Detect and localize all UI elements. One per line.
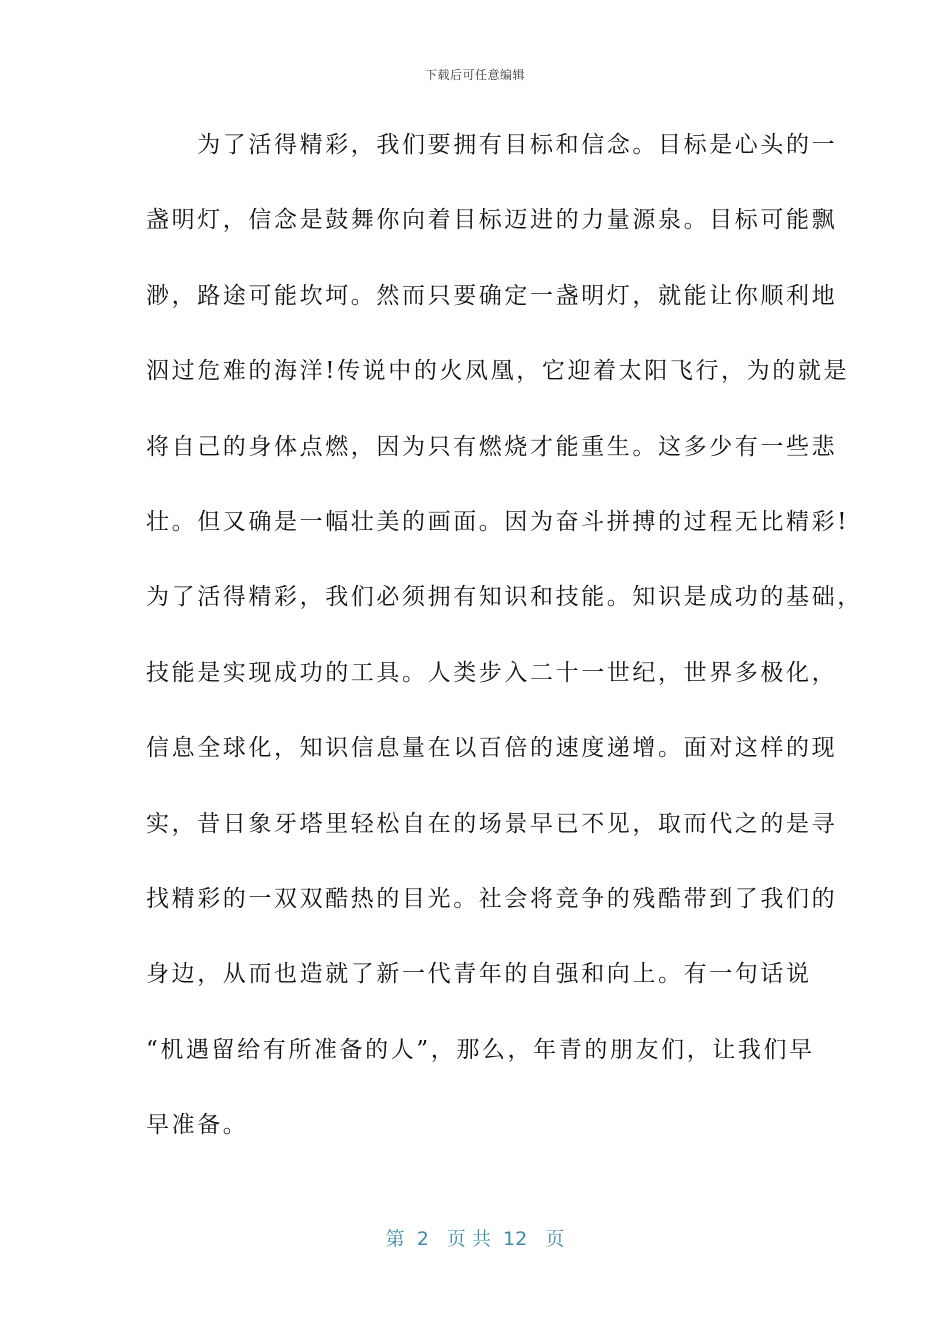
text-line: 渺，路途可能坎坷。然而只要确定一盏明灯，就能让你顺利地 xyxy=(146,282,838,309)
text-line: 将自己的身体点燃，因为只有燃烧才能重生。这多少有一些悲 xyxy=(146,433,838,460)
text-line: 为了活得精彩，我们必须拥有知识和技能。知识是成功的基础， xyxy=(146,584,863,611)
text-line: 为了活得精彩，我们要拥有目标和信念。目标是心头的一 xyxy=(146,132,838,158)
text-line: 壮。但又确是一幅壮美的画面。因为奋斗拼搏的过程无比精彩! xyxy=(146,508,850,535)
text-line: 盏明灯，信念是鼓舞你向着目标迈进的力量源泉。目标可能飘 xyxy=(146,207,838,234)
text-line: 技能是实现成功的工具。人类步入二十一世纪，世界多极化， xyxy=(146,659,838,686)
text-line: 信息全球化，知识信息量在以百倍的速度递增。面对这样的现 xyxy=(146,735,838,762)
text-line: 身边，从而也造就了新一代青年的自强和向上。有一句话说 xyxy=(146,961,812,988)
text-line: 早准备。 xyxy=(146,1112,249,1139)
text-line: 泅过危难的海洋!传说中的火凤凰，它迎着太阳飞行，为的就是 xyxy=(146,358,850,385)
text-line: “机遇留给有所准备的人”，那么，年青的朋友们，让我们早 xyxy=(146,1036,815,1063)
page-number-footer: 第 2 页 共 12 页 xyxy=(385,1228,565,1250)
text-line: 实，昔日象牙塔里轻松自在的场景早已不见，取而代之的是寻 xyxy=(146,810,838,837)
body-text xyxy=(146,112,863,1167)
text-line: 找精彩的一双双酷热的目光。社会将竞争的残酷带到了我们的 xyxy=(146,885,838,912)
page-header-note: 下载后可任意编辑 xyxy=(424,68,525,82)
